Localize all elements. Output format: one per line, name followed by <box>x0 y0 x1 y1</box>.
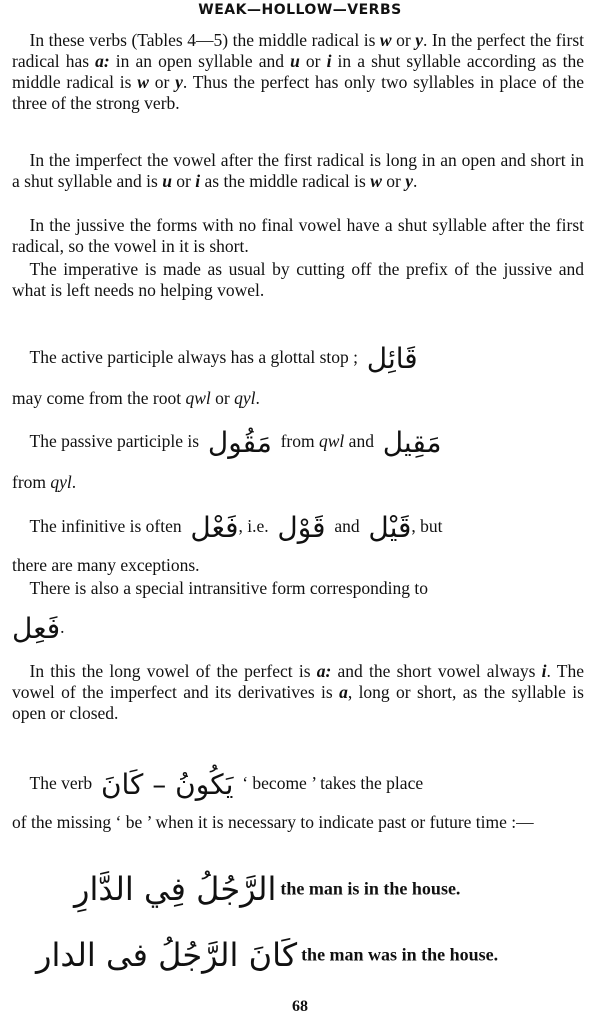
paragraph-long-vowel <box>12 661 584 724</box>
translit: u <box>162 171 172 191</box>
text: The infinitive is often <box>29 516 182 537</box>
special-form-line <box>12 576 584 600</box>
text: In the jussive the forms with no final vowel have a shut syllable after the first radical, so the vowel in it is short. <box>12 215 584 256</box>
text: or <box>299 51 327 71</box>
root: qyl <box>50 472 72 492</box>
translit: y <box>405 171 414 191</box>
translit: y <box>415 30 423 50</box>
text: and the short vowel always <box>331 661 542 681</box>
page-number: 68 <box>292 998 308 1015</box>
arabic-word: قَيْل <box>368 511 412 544</box>
paragraph-middle-radical <box>12 30 584 114</box>
translit: a: <box>95 51 110 71</box>
example-row <box>0 872 600 906</box>
arabic-sentence: كَانَ الرَّجُلُ فى الدار <box>36 936 298 974</box>
running-header: WEAK—HOLLOW—VERBS <box>198 2 402 18</box>
text: in a shut syllable according as the middle radical is <box>12 51 584 92</box>
text: The passive participle is <box>29 431 200 452</box>
text: from <box>280 431 315 452</box>
active-participle-line-2 <box>12 386 584 410</box>
root: qwl <box>185 388 211 408</box>
translit: w <box>370 171 382 191</box>
arabic-word: قَائِل <box>366 342 418 375</box>
translit: w <box>137 72 149 92</box>
text: in an open syllable and <box>109 51 291 71</box>
text: The active participle always has a glottal stop ; <box>29 347 359 368</box>
text: there are many exceptions. <box>12 555 200 575</box>
text: or <box>148 72 176 92</box>
text: . <box>413 171 418 191</box>
translit: i <box>541 661 547 681</box>
text: , long or short, as the syllable is open or closed. <box>12 682 584 723</box>
passive-participle-line <box>12 426 584 460</box>
passive-participle-line-2 <box>12 470 584 494</box>
text: . Thus the perfect has only two syllables in place of the three of the strong verb. <box>12 72 585 113</box>
arabic-sentence: الرَّجُلُ فِي الدَّارِ <box>74 870 277 908</box>
text: of the missing ‘ be ’ when it is necessary to indicate past or future time :— <box>12 812 534 832</box>
translit: y <box>175 72 183 92</box>
translit: i <box>326 51 332 71</box>
translit: w <box>379 30 392 50</box>
verb-line <box>12 768 584 802</box>
english-translation: the man is in the house. <box>280 878 461 899</box>
text: , but <box>411 516 443 537</box>
paragraph-jussive <box>12 215 584 257</box>
example-row <box>0 938 600 972</box>
translit: a: <box>316 661 332 681</box>
text: . In the perfect the first radical has <box>12 30 584 71</box>
arabic-word: فَعْل <box>190 511 239 544</box>
arabic-word: قَوْل <box>277 511 326 544</box>
translit: u <box>290 51 300 71</box>
arabic-word: فَعِل <box>12 612 61 645</box>
text: . <box>71 472 77 492</box>
text: , i.e. <box>238 516 269 537</box>
arabic-word: مَقِيل <box>382 426 442 459</box>
text: or <box>391 30 416 50</box>
translit: a <box>339 682 348 702</box>
text: . <box>255 388 260 408</box>
english-translation: the man was in the house. <box>301 944 499 965</box>
text: . The vowel of the imperfect and its derivatives is <box>12 661 584 702</box>
text: In the imperfect the vowel after the first radical is long in an open and short in a shut syllable and is <box>12 150 584 191</box>
text: . <box>60 617 65 638</box>
infinitive-line-2 <box>12 553 584 577</box>
paragraph-imperfect <box>12 150 584 192</box>
text: In this the long vowel of the perfect is <box>29 661 317 681</box>
active-participle-line <box>12 342 584 376</box>
verb-line-2 <box>12 812 584 833</box>
text: In these verbs (Tables 4—5) the middle radical is <box>29 30 380 50</box>
text: as the middle radical is <box>200 171 371 191</box>
paragraph-imperative <box>12 259 584 301</box>
root: qwl <box>319 431 345 452</box>
text: The verb <box>29 773 93 794</box>
text: The imperative is made as usual by cutting off the prefix of the jussive and what is left needs no helping vowel. <box>12 259 584 300</box>
translit: i <box>195 171 201 191</box>
text: and <box>348 431 374 452</box>
text: ‘ become ’ takes the place <box>242 773 424 794</box>
arabic-word: مَقُول <box>207 426 272 459</box>
special-form-arabic <box>12 612 584 646</box>
text: from <box>12 472 51 492</box>
text: or <box>381 171 406 191</box>
text: There is also a special intransitive form corresponding to <box>29 578 428 598</box>
text: or <box>210 388 235 408</box>
infinitive-line <box>12 511 584 545</box>
text: or <box>171 171 196 191</box>
arabic-word: يَكُونُ – كَانَ <box>100 768 234 801</box>
root: qyl <box>234 388 256 408</box>
text: may come from the root <box>12 388 186 408</box>
text: and <box>334 516 360 537</box>
